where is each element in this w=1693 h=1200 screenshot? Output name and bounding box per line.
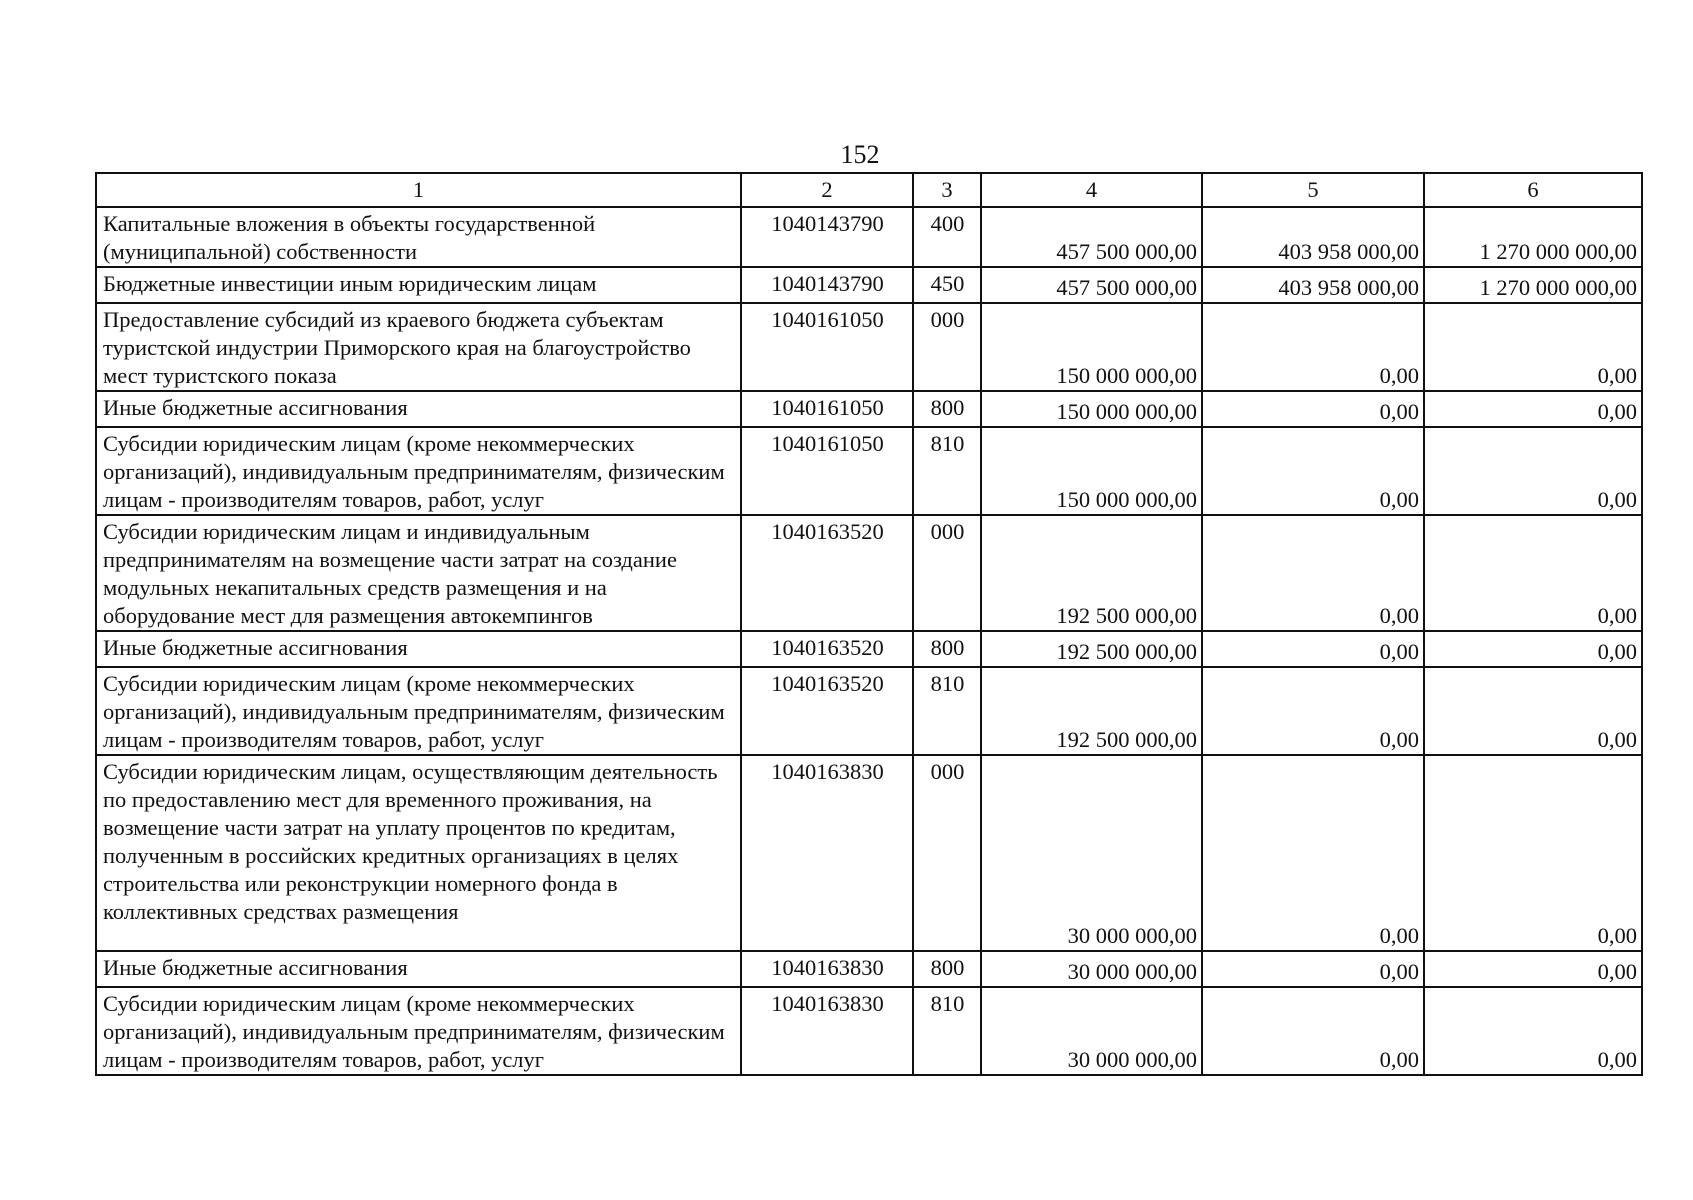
row-code: 1040163520: [741, 631, 913, 667]
row-type: 800: [913, 951, 981, 987]
row-value-col4: 192 500 000,00: [981, 667, 1202, 755]
row-type: 450: [913, 267, 981, 303]
table-row: [96, 951, 1642, 987]
row-type: 800: [913, 391, 981, 427]
row-value-col4: 30 000 000,00: [981, 987, 1202, 1075]
row-value-col5: 0,00: [1202, 667, 1424, 755]
row-value-col5: 0,00: [1202, 391, 1424, 427]
row-value-col4: 457 500 000,00: [981, 207, 1202, 267]
row-code: 1040163520: [741, 667, 913, 755]
row-value-col4: 192 500 000,00: [981, 515, 1202, 631]
row-name: Субсидии юридическим лицам (кроме некоммерческих организаций), индивидуальным предпринимателям, физическим лицам - производителям товаров, работ, услуг: [96, 427, 741, 515]
row-name: Бюджетные инвестиции иным юридическим лицам: [96, 267, 741, 303]
row-value-col6: 0,00: [1424, 667, 1642, 755]
row-value-col6: 1 270 000 000,00: [1424, 207, 1642, 267]
table-row: [96, 631, 1642, 667]
row-name: Иные бюджетные ассигнования: [96, 951, 741, 987]
row-type: 000: [913, 515, 981, 631]
column-header: 5: [1202, 173, 1424, 207]
table-row: [96, 267, 1642, 303]
column-header: 1: [96, 173, 741, 207]
column-header: 2: [741, 173, 913, 207]
table-header-row: [96, 173, 1642, 207]
row-code: 1040163830: [741, 987, 913, 1075]
row-value-col6: 0,00: [1424, 631, 1642, 667]
row-code: 1040161050: [741, 303, 913, 391]
row-value-col4: 192 500 000,00: [981, 631, 1202, 667]
row-type: 000: [913, 303, 981, 391]
row-type: 810: [913, 987, 981, 1075]
column-header: 4: [981, 173, 1202, 207]
table-row: [96, 667, 1642, 755]
row-name: Субсидии юридическим лицам, осуществляющим деятельность по предоставлению мест для временного проживания, на возмещение части затрат на уплату процентов по кредитам, полученным в российских кредитных организациях в целях строительства или реконструкции номерного фонда в коллективных средствах размещения: [96, 755, 741, 951]
row-value-col4: 150 000 000,00: [981, 427, 1202, 515]
table-row: [96, 755, 1642, 951]
row-type: 800: [913, 631, 981, 667]
row-value-col5: 0,00: [1202, 303, 1424, 391]
row-value-col6: 0,00: [1424, 951, 1642, 987]
row-name: Субсидии юридическим лицам (кроме некоммерческих организаций), индивидуальным предпринимателям, физическим лицам - производителям товаров, работ, услуг: [96, 667, 741, 755]
row-value-col5: 0,00: [1202, 631, 1424, 667]
row-name: Субсидии юридическим лицам и индивидуальным предпринимателям на возмещение части затрат на создание модульных некапитальных средств размещения и на оборудование мест для размещения автокемпингов: [96, 515, 741, 631]
row-value-col6: 0,00: [1424, 427, 1642, 515]
row-value-col6: 1 270 000 000,00: [1424, 267, 1642, 303]
table-row: [96, 391, 1642, 427]
row-code: 1040161050: [741, 427, 913, 515]
row-value-col6: 0,00: [1424, 755, 1642, 951]
row-code: 1040163830: [741, 755, 913, 951]
row-code: 1040143790: [741, 207, 913, 267]
row-value-col4: 30 000 000,00: [981, 951, 1202, 987]
row-value-col4: 30 000 000,00: [981, 755, 1202, 951]
table-row: [96, 303, 1642, 391]
table-row: [96, 515, 1642, 631]
row-name: Капитальные вложения в объекты государственной (муниципальной) собственности: [96, 207, 741, 267]
page-number: 152: [840, 140, 880, 169]
row-value-col4: 150 000 000,00: [981, 303, 1202, 391]
row-value-col5: 403 958 000,00: [1202, 207, 1424, 267]
row-value-col4: 150 000 000,00: [981, 391, 1202, 427]
row-code: 1040163830: [741, 951, 913, 987]
row-value-col4: 457 500 000,00: [981, 267, 1202, 303]
row-value-col5: 0,00: [1202, 987, 1424, 1075]
row-value-col5: 0,00: [1202, 951, 1424, 987]
row-name: Иные бюджетные ассигнования: [96, 391, 741, 427]
row-value-col5: 0,00: [1202, 427, 1424, 515]
row-code: 1040143790: [741, 267, 913, 303]
row-code: 1040161050: [741, 391, 913, 427]
row-name: Субсидии юридическим лицам (кроме некоммерческих организаций), индивидуальным предпринимателям, физическим лицам - производителям товаров, работ, услуг: [96, 987, 741, 1075]
row-value-col5: 403 958 000,00: [1202, 267, 1424, 303]
row-value-col6: 0,00: [1424, 391, 1642, 427]
row-value-col5: 0,00: [1202, 515, 1424, 631]
row-name: Предоставление субсидий из краевого бюджета субъектам туристской индустрии Приморского края на благоустройство мест туристского показа: [96, 303, 741, 391]
row-name: Иные бюджетные ассигнования: [96, 631, 741, 667]
row-value-col6: 0,00: [1424, 303, 1642, 391]
table-row: [96, 427, 1642, 515]
budget-table: [95, 172, 1643, 1076]
row-code: 1040163520: [741, 515, 913, 631]
column-header: 6: [1424, 173, 1642, 207]
row-value-col6: 0,00: [1424, 515, 1642, 631]
column-header: 3: [913, 173, 981, 207]
row-type: 810: [913, 667, 981, 755]
row-type: 400: [913, 207, 981, 267]
table-row: [96, 987, 1642, 1075]
row-value-col6: 0,00: [1424, 987, 1642, 1075]
row-value-col5: 0,00: [1202, 755, 1424, 951]
row-type: 810: [913, 427, 981, 515]
row-type: 000: [913, 755, 981, 951]
table-row: [96, 207, 1642, 267]
